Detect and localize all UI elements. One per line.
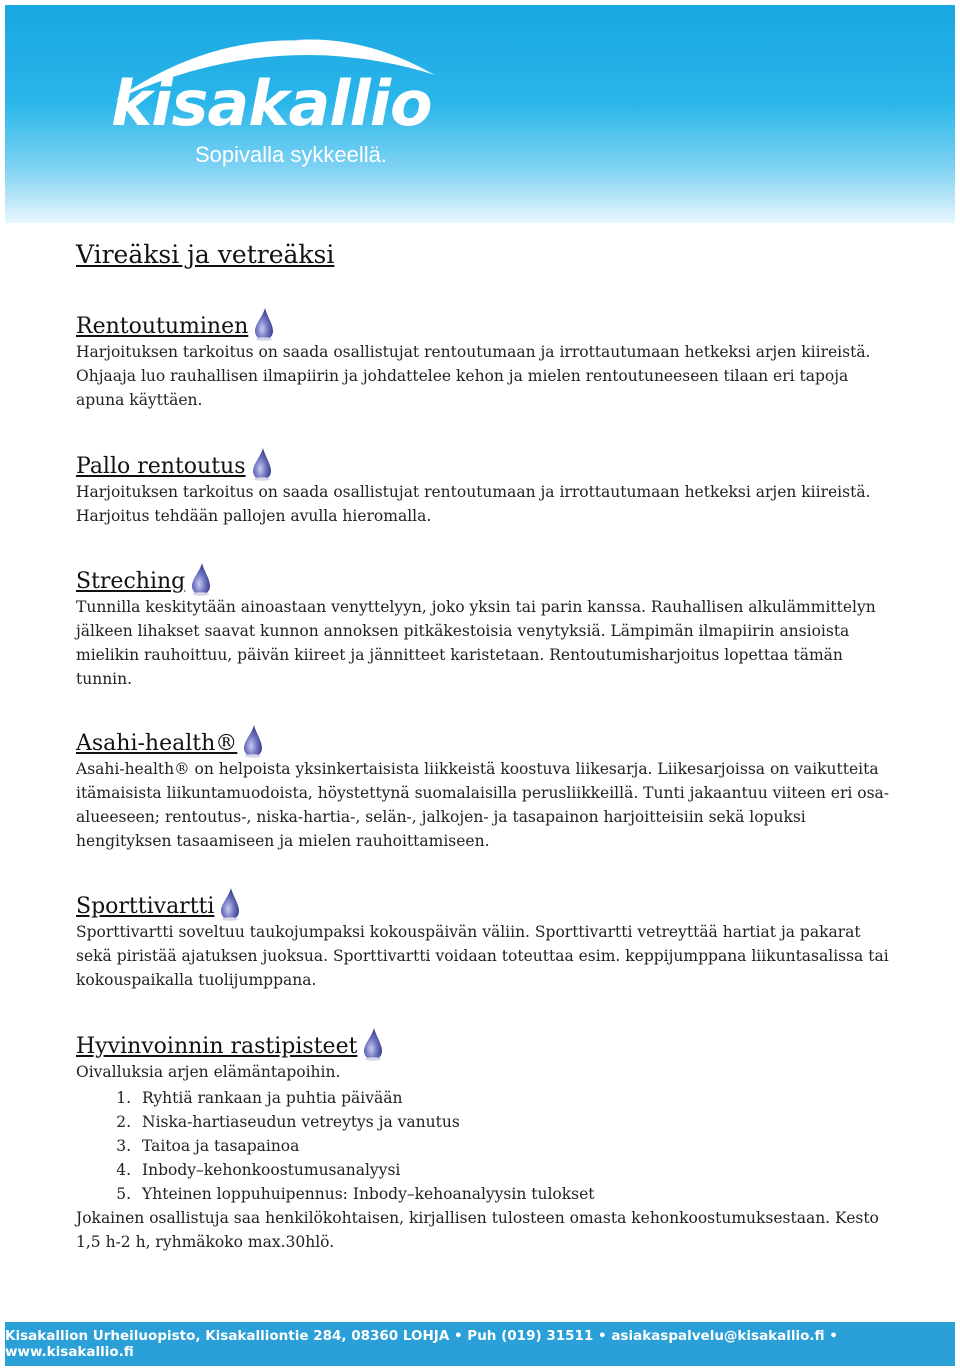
section-body: Harjoituksen tarkoitus on saada osallistujat rentoutumaan ja irrottautumaan hetkeksi arjen kiireistä. Harjoitus tehdään pallojen avulla hieromalla. [76, 483, 871, 525]
station-list [76, 1086, 896, 1206]
water-drop-icon [250, 306, 276, 342]
page-title: Vireäksi ja vetreäksi [76, 240, 335, 269]
water-drop-icon [216, 886, 242, 922]
section-heading: Rentoutuminen [76, 314, 249, 339]
section-heading: Pallo rentoutus [76, 454, 246, 479]
section-outro: Jokainen osallistuja saa henkilökohtaisen, kirjallisen tulosteen omasta kehonkoostumuksestaan. Kesto 1,5 h-2 h, ryhmäkoko max.30hlö. [76, 1209, 879, 1251]
water-drop-icon [248, 446, 274, 482]
water-drop-icon [359, 1026, 385, 1062]
section-pallo-rentoutus [76, 440, 896, 528]
list-item: 3. Taitoa ja tasapainoa [136, 1134, 896, 1158]
section-heading: Streching [76, 569, 186, 594]
section-heading: Sporttivartti [76, 894, 215, 919]
water-drop-icon [187, 561, 213, 597]
section-body: Tunnilla keskitytään ainoastaan venyttelyyn, joko yksin tai parin kanssa. Rauhallisen alkulämmittelyn jälkeen lihakset saavat kunnon annoksen pitkäkestoisia venytyksiä. Lämpimän ilmapiirin ansioista mielikin rauhoittuu, päivän kiireet ja jännitteet karistetaan. Rentoutumisharjoitus lopettaa tämän tunnin. [76, 598, 876, 688]
section-heading: Hyvinvoinnin rastipisteet [76, 1034, 358, 1059]
section-asahi-health [76, 717, 896, 853]
water-drop-icon [239, 723, 265, 759]
section-intro: Oivalluksia arjen elämäntapoihin. [76, 1063, 341, 1081]
tagline: Sopivalla sykkeellä. [195, 142, 387, 167]
list-item: 2. Niska-hartiaseudun vetreytys ja vanutus [136, 1110, 896, 1134]
section-sporttivartti [76, 880, 896, 992]
list-item: 5. Yhteinen loppuhuipennus: Inbody–kehoanalyysin tulokset [136, 1182, 896, 1206]
section-body: Harjoituksen tarkoitus on saada osallistujat rentoutumaan ja irrottautumaan hetkeksi arjen kiireistä. Ohjaaja luo rauhallisen ilmapiirin ja johdattelee kehon ja mielen rentoutuneeseen tilaan eri tapoja apuna käyttäen. [76, 343, 871, 409]
section-body: Sporttivartti soveltuu taukojumpaksi kokouspäivän väliin. Sporttivartti vetreyttää hartiat ja pakarat sekä piristää ajatuksen juoksua. Sporttivartti voidaan toteuttaa esim. keppijumppana liikuntasalissa tai kokouspaikalla tuolijumppana. [76, 923, 889, 989]
section-rentoutuminen [76, 300, 896, 412]
header-banner [5, 5, 955, 223]
logo: kisakallio [111, 67, 432, 140]
footer-contact: Kisakallion Urheiluopisto, Kisakalliontie 284, 08360 LOHJA • Puh (019) 31511 • asiakaspalvelu@kisakallio.fi • www.kisakallio.fi [5, 1322, 955, 1366]
section-body: Asahi-health® on helpoista yksinkertaisista liikkeistä koostuva liikesarja. Liikesarjoissa on vaikutteita itämaisista liikuntamuodoista, höystettynä suomalaisilla perusliikkeillä. Tunti jakaantuu viiteen eri osa-alueeseen; rentoutus-, niska-hartia-, selän-, jalkojen- ja tasapainon harjoitteisiin sekä lopuksi hengityksen tasaamiseen ja mielen rauhoittamiseen. [76, 760, 890, 850]
section-streching [76, 555, 896, 691]
section-heading: Asahi-health® [76, 731, 238, 756]
list-item: 1. Ryhtiä rankaan ja puhtia päivään [136, 1086, 896, 1110]
section-hyvinvoinnin-rastipisteet [76, 1020, 896, 1254]
list-item: 4. Inbody–kehonkoostumusanalyysi [136, 1158, 896, 1182]
